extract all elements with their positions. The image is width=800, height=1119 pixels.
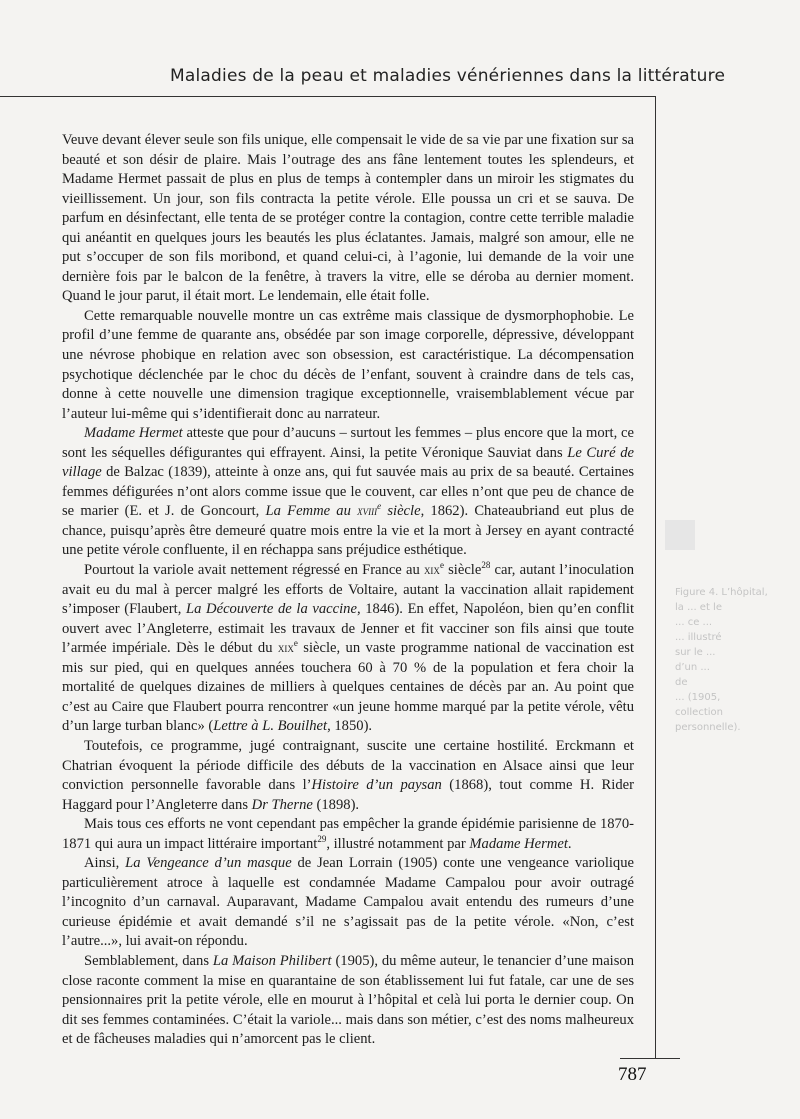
- bleed-through-caption: Figure 4. L’hôpital, la ... et le ... ce ... ... illustré sur le ... d’un ... de ... (1905, collection personnelle).: [675, 587, 768, 733]
- book-title: La Maison Philibert: [212, 952, 332, 969]
- bleed-through-shape: [665, 520, 695, 550]
- paragraph: Madame Hermet atteste que pour d’aucuns – surtout les femmes – plus encore que la mort, ce sont les séquelles défigurantes qui effrayent. Ainsi, la petite Véronique Sauviat dans Le Curé de village de Balzac (1839), atteinte à onze ans, qui fut sauvée mais au prix de sa beauté. Certaines femmes défigurées n’ont alors comme issue que le couvent, car elles n’ont que peu de chance de se marier (E. et J. de Goncourt, La Femme au xviii$^e$ siècle, 1862). Chateaubriand eut plus de chance, puisqu’après être demeuré quatre mois entre la vie et la mort à Jersey en ayant contracté une petite vérole confluente, il en réchappa sans préjudice esthétique.: [62, 425, 634, 559]
- book-title: Dr Therne: [251, 796, 313, 813]
- body-text: [62, 131, 634, 1050]
- book-title: La Femme au xviii$^e$ siècle: [265, 501, 421, 520]
- paragraph: Mais tous ces efforts ne vont cependant pas empêcher la grande épidémie parisienne de 1870-1871 qui aura un impact littéraire important$^{29}$, illustré notamment par Madame Hermet.: [62, 816, 634, 852]
- book-title: Lettre à L. Bouilhet: [213, 718, 328, 735]
- book-title: Histoire d’un paysan: [311, 777, 442, 794]
- book-title: La Vengeance d’un masque: [125, 855, 292, 872]
- paragraph: Pourtout la variole avait nettement régressé en France au xix$^e$ siècle$^{28}$ car, autant l’inoculation avait eu du mal à percer malgré les efforts de Voltaire, autant la vaccination allait rapidement s’imposer (Flaubert, La Découverte de la vaccine, 1846). En effet, Napoléon, bien qu’en conflit ouvert avec l’Angleterre, estimait les travaux de Jenner et fit vacciner son fils ainsi que toute l’armée impériale. Dès le début du xix$^e$ siècle, un vaste programme national de vaccination est mis sur pied, qui en quelques années touchera 60 à 70 % de la population et fera choir la mortalité de quelques dizaines de milliers à quelques centaines de décès par an. Au point que c’est au Caire que Flaubert pourra rencontrer «un jeune homme marqué par la petite vérole, vêtu d’un large turban blanc» (Lettre à L. Bouilhet, 1850).: [62, 560, 634, 735]
- header-rule: [0, 96, 655, 97]
- book-title: Madame Hermet: [84, 425, 183, 442]
- book-title: La Découverte de la vaccine: [186, 601, 357, 618]
- paragraph: Cette remarquable nouvelle montre un cas extrême mais classique de dysmorphophobie. Le profil d’une femme de quarante ans, obsédée par son image corporelle, dépressive, développant une névrose phobique en relation avec son obsession, est caractéristique. La décompensation psychotique déclenchée par le choc du décès de l’enfant, souvent à craindre dans de tels cas, donne à cette nouvelle une dimension tragique exceptionnelle, vraisemblablement vécue par l’auteur lui-même qui s’identifierait donc au narrateur.: [62, 307, 634, 422]
- footer-rule: [620, 1058, 680, 1059]
- book-title: Le Curé de village: [62, 444, 634, 481]
- page-number: 787: [618, 1064, 647, 1085]
- footnote-marker: 29: [317, 833, 327, 844]
- running-header: Maladies de la peau et maladies vénériennes dans la littérature: [170, 66, 726, 86]
- margin-rule: [655, 96, 656, 1058]
- paragraph: Toutefois, ce programme, jugé contraignant, suscite une certaine hostilité. Erckmann et Chatrian évoquent la période difficile des débuts de la vaccination en Alsace ainsi que leur conviction personnelle favorable dans l’Histoire d’un paysan (1868), tout comme H. Rider Haggard pour l’Angleterre dans Dr Therne (1898).: [62, 737, 634, 813]
- footnote-marker: 28: [481, 560, 491, 571]
- book-title: Madame Hermet: [469, 835, 568, 852]
- paragraph: Ainsi, La Vengeance d’un masque de Jean Lorrain (1905) conte une vengeance variolique particulièrement atroce à laquelle est condamnée Madame Campalou pour avoir outragé l’incognito d’un carnaval. Auparavant, Madame Campalou avait entendu des rumeurs d’une curieuse épidémie et avait demandé s’il ne s’agissait pas de la petite vérole. «Non, c’est l’autre...», lui avait-on répondu.: [62, 855, 634, 950]
- paragraph: Semblablement, dans La Maison Philibert (1905), du même auteur, le tenancier d’une maison close raconte comment la mise en quarantaine de son établissement lui fut fatale, car une de ses pensionnaires prit la petite vérole, elle en mourut à l’hôpital et celà lui porta le dernier coup. On dit ses femmes contaminées. C’était la variole... mais dans son métier, c’est des noms malheureux et de fâcheuses maladies qui n’amorcent pas le client.: [62, 952, 634, 1048]
- paragraph: Veuve devant élever seule son fils unique, elle compensait le vide de sa vie par une fixation sur sa beauté et son désir de plaire. Mais l’outrage des ans fâne lentement toutes les splendeurs, et Madame Hermet passait de plus en plus de temps à contempler dans un miroir les stigmates du vieillissement. Un jour, son fils contracta la petite vérole. Elle poussa un cri et se sauva. De parfum en désinfectant, elle tenta de se protéger contre la contagion, contre cette terrible maladie qui anéantit en quelques jours les beautés les plus éclatantes. Jamais, malgré son amour, elle ne put s’occuper de son fils moribond, et quand celui-ci, à l’agonie, lui demande de la voir une dernière fois par le balcon de la fenêtre, à travers la vitre, elle se déroba au dernier moment. Quand le jour parut, il était mort. Le lendemain, elle était folle.: [62, 132, 634, 305]
